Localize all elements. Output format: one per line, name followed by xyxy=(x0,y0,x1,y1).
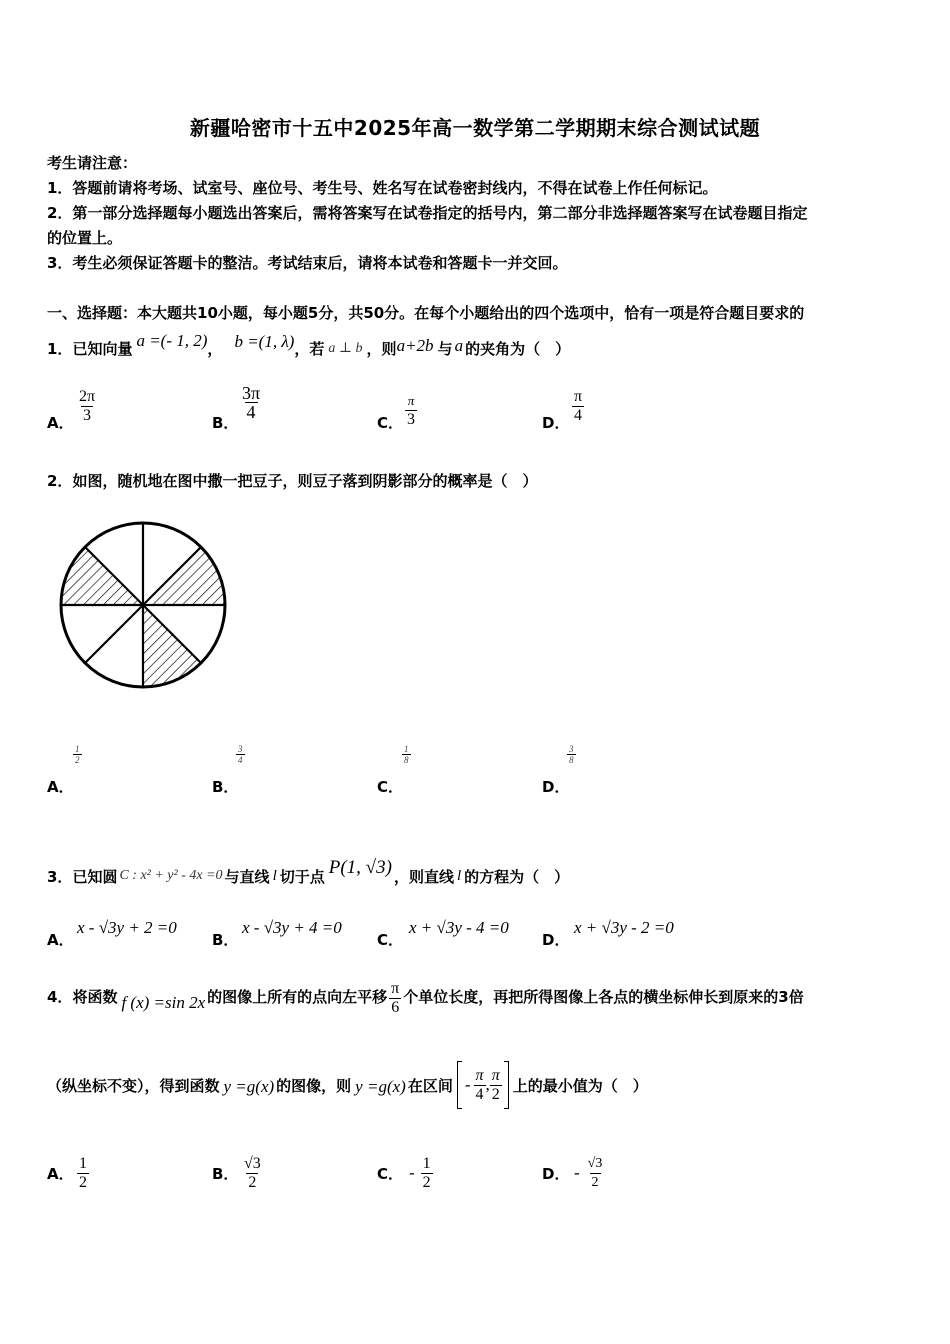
q4-interval-sign: - xyxy=(464,1075,471,1094)
q3-option-c[interactable] xyxy=(377,918,537,948)
option-fraction: $\frac{3\pi}{4}$ xyxy=(242,383,261,422)
q4-interval-left: $\frac{\pi}{4}$ xyxy=(475,1066,484,1103)
q4-option-a[interactable] xyxy=(47,1148,207,1198)
q3-circle-eq: C : x² + y² - 4x =0 xyxy=(119,868,223,883)
q3-number: 3． xyxy=(47,867,73,886)
q4-function-g-2: y =g(x) xyxy=(355,1077,406,1096)
q1-vector-b: b =(1, λ) xyxy=(234,332,295,351)
q3-text-3: 切于点 xyxy=(279,867,325,886)
q3-line-l: l xyxy=(272,867,277,884)
option-fraction: $\frac{1}{2}$ xyxy=(79,1154,87,1191)
q4-function-f: f (x) =sin 2x xyxy=(121,993,206,1012)
section-heading: 一、选择题：本大题共10小题，每小题5分，共50分。在每个小题给出的四个选项中，恰有一项是符合题目要求的 xyxy=(47,304,805,322)
option-label: D． xyxy=(542,1164,570,1183)
question-2 xyxy=(47,470,537,491)
option-label: A． xyxy=(47,931,74,949)
q1-expr: a+2b xyxy=(396,336,434,355)
q2-text: 如图，随机地在图中撒一把豆子，则豆子落到阴影部分的概率是（ ） xyxy=(72,472,538,490)
option-sign: - xyxy=(409,1163,415,1182)
q4-interval xyxy=(457,1061,509,1109)
option-label: B． xyxy=(212,931,239,949)
q3-text-5: 的方程为（ ） xyxy=(464,867,570,886)
q4-text-1: 将函数 xyxy=(72,987,118,1006)
q1-text-3: ，则 xyxy=(366,339,397,358)
option-fraction: $\frac{√3}{2}$ xyxy=(244,1154,261,1191)
option-label: A． xyxy=(47,414,74,432)
q3-option-b[interactable] xyxy=(212,918,372,948)
q1-text-2: ，若 xyxy=(294,339,325,358)
q1-perp: a ⊥ b xyxy=(328,340,363,356)
q4-option-b[interactable] xyxy=(212,1148,372,1198)
option-label: C． xyxy=(377,414,404,432)
q4-function-g: y =g(x) xyxy=(223,1077,275,1096)
question-3 xyxy=(47,858,569,894)
option-equation: x + √3y - 2 =0 xyxy=(574,918,674,937)
option-fraction: $\frac{1}{2}$ xyxy=(422,1154,431,1191)
q4-text-2: 的图像上所有的点向左平移 xyxy=(207,987,388,1006)
q1-text-1: 已知向量 xyxy=(72,339,133,358)
option-fraction: $\frac{3}{4}$ xyxy=(238,744,243,765)
q3-option-a[interactable] xyxy=(47,918,207,948)
q4-option-d[interactable] xyxy=(542,1148,702,1198)
q4-interval-right: $\frac{\pi}{2}$ xyxy=(491,1066,500,1103)
option-equation: x - √3y + 2 =0 xyxy=(77,918,177,937)
q1-a: a xyxy=(454,336,464,355)
q4-text-6: 在区间 xyxy=(407,1076,453,1095)
question-1 xyxy=(47,331,571,362)
q1-vector-a: a =(- 1, 2) xyxy=(136,331,208,350)
q1-number: 1． xyxy=(47,339,73,358)
notice-heading: 考生请注意： xyxy=(47,154,138,172)
option-fraction: $\frac{1}{8}$ xyxy=(404,744,409,765)
option-fraction: $\frac{2\pi}{3}$ xyxy=(79,388,96,424)
q2-circle-figure xyxy=(55,514,231,696)
option-equation: x + √3y - 4 =0 xyxy=(409,918,509,937)
option-label: A． xyxy=(47,1164,74,1183)
option-label: A． xyxy=(47,778,74,796)
option-label: D． xyxy=(542,778,570,796)
shaded-sector xyxy=(61,547,143,605)
q2-number: 2． xyxy=(47,472,73,490)
q1-comma: ， xyxy=(207,339,223,358)
q4-text-7: 上的最小值为（ ） xyxy=(512,1076,648,1095)
q4-text-5: 的图像，则 xyxy=(276,1076,352,1095)
q3-text-1: 已知圆 xyxy=(72,867,118,886)
notice-item-2-cont: 的位置上。 xyxy=(47,229,123,247)
q4-shift-fraction: $\frac{\pi}{6}$ xyxy=(391,979,400,1016)
notice-item-3: 3．考生必须保证答题卡的整洁。考试结束后，请将本试卷和答题卡一并交回。 xyxy=(47,254,568,272)
option-label: D． xyxy=(542,414,570,432)
question-4 xyxy=(47,976,804,1020)
q4-number: 4． xyxy=(47,987,73,1006)
option-sign: - xyxy=(574,1163,580,1182)
q4-interval-comma: , xyxy=(485,1075,490,1094)
option-fraction: $\frac{1}{2}$ xyxy=(75,744,80,765)
question-4-cont xyxy=(47,1060,648,1110)
notice-item-2: 2．第一部分选择题每小题选出答案后，需将答案写在试卷指定的括号内，第二部分非选择题答案写在试卷题目指定 xyxy=(47,204,808,222)
option-equation: x - √3y + 4 =0 xyxy=(242,918,342,937)
q1-text-4: 与 xyxy=(437,339,453,358)
page-title: 新疆哈密市十五中2025年高一数学第二学期期末综合测试试题 xyxy=(189,116,761,140)
q4-text-3: 个单位长度，再把所得图像上各点的横坐标伸长到原来的3倍 xyxy=(403,987,804,1006)
shaded-sector xyxy=(143,547,225,605)
q4-option-c[interactable] xyxy=(377,1148,537,1198)
q4-text-4: （纵坐标不变），得到函数 xyxy=(47,1076,220,1095)
option-label: B． xyxy=(212,1164,239,1183)
option-fraction: π 3 xyxy=(407,393,415,428)
option-label: C． xyxy=(377,931,404,949)
q3-line-l-2: l xyxy=(456,867,462,884)
q1-text-5: 的夹角为（ ） xyxy=(465,339,571,358)
option-fraction: $\frac{√3}{2}$ xyxy=(587,1155,603,1190)
option-fraction: $\frac{\pi}{4}$ xyxy=(574,388,583,424)
option-label: B． xyxy=(212,414,239,432)
q3-option-d[interactable] xyxy=(542,918,702,948)
q3-point: P(1, √3) xyxy=(328,857,392,878)
option-label: C． xyxy=(377,1164,404,1183)
option-label: C． xyxy=(377,778,404,796)
option-label: D． xyxy=(542,931,570,949)
q3-text-2: 与直线 xyxy=(224,867,270,886)
q3-text-4: ，则直线 xyxy=(393,867,454,886)
option-label: B． xyxy=(212,778,239,796)
option-fraction: $\frac{3}{8}$ xyxy=(569,744,574,765)
shaded-sector xyxy=(143,605,201,687)
notice-item-1: 1．答题前请将考场、试室号、座位号、考生号、姓名写在试卷密封线内，不得在试卷上作任何标记。 xyxy=(47,179,718,197)
